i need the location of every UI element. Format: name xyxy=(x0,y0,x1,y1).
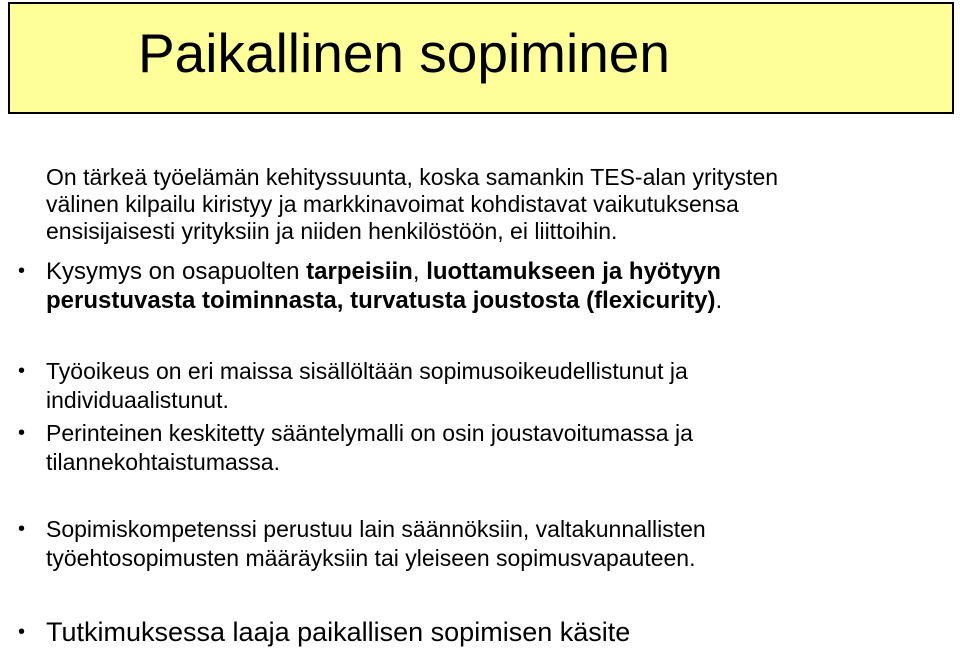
bullet-text xyxy=(46,618,948,647)
bullet-text-line: Työoikeus on eri maissa sisällöltään sopimusoikeudellistunut ja xyxy=(46,358,688,384)
bullet-text-plain: . xyxy=(715,287,723,314)
bullet-text-line: Tutkimuksessa laaja paikallisen sopimisen käsite xyxy=(46,617,631,647)
bullet-dot-icon: • xyxy=(18,621,26,643)
bullet-text-bold: tarpeisiin xyxy=(306,258,413,285)
bullet-text-line: työehtosopimusten määräyksiin tai yleiseen sopimusvapauteen. xyxy=(46,545,696,571)
bullet-dot-icon: • xyxy=(18,260,26,282)
bullet-text-plain: Kysymys on osapuolten xyxy=(46,258,307,285)
bullet-item-regulation-model xyxy=(18,419,948,477)
title-box xyxy=(8,2,954,114)
page-title: Paikallinen sopiminen xyxy=(138,22,670,84)
bullet-text-line: Sopimiskompetenssi perustuu lain säännöksiin, valtakunnallisten xyxy=(46,516,706,542)
bullet-item-competence xyxy=(18,515,948,573)
bullet-item-needs xyxy=(18,257,948,315)
bullet-text xyxy=(46,515,948,573)
bullet-text-bold: perustuvasta toiminnasta, turvatusta joustosta (flexicurity) xyxy=(46,287,716,314)
bullet-text-bold: luottamukseen ja hyötyyn xyxy=(426,258,721,285)
intro-line: ensisijaisesti yrityksiin ja niiden henkilöstöön, ei liittoihin. xyxy=(46,218,618,244)
bullet-item-research xyxy=(18,618,948,647)
bullet-dot-icon: • xyxy=(18,422,26,444)
intro-line: välinen kilpailu kiristyy ja markkinavoimat kohdistavat vaikutuksensa xyxy=(46,191,739,217)
bullet-text-line: tilannekohtaistumassa. xyxy=(46,449,280,475)
bullet-dot-icon: • xyxy=(18,360,26,382)
bullet-text-plain: , xyxy=(412,258,427,285)
intro-line: On tärkeä työelämän kehityssuunta, koska samankin TES-alan yritysten xyxy=(46,164,779,190)
bullet-text-line: Perinteinen keskitetty sääntelymalli on osin joustavoitumassa ja xyxy=(46,420,693,446)
bullet-text xyxy=(46,357,948,415)
bullet-text xyxy=(46,419,948,477)
bullet-text-line: individuaalistunut. xyxy=(46,387,229,413)
bullet-text xyxy=(46,257,948,315)
intro-paragraph xyxy=(46,164,956,245)
bullet-item-labour-law xyxy=(18,357,948,415)
bullet-dot-icon: • xyxy=(18,518,26,540)
